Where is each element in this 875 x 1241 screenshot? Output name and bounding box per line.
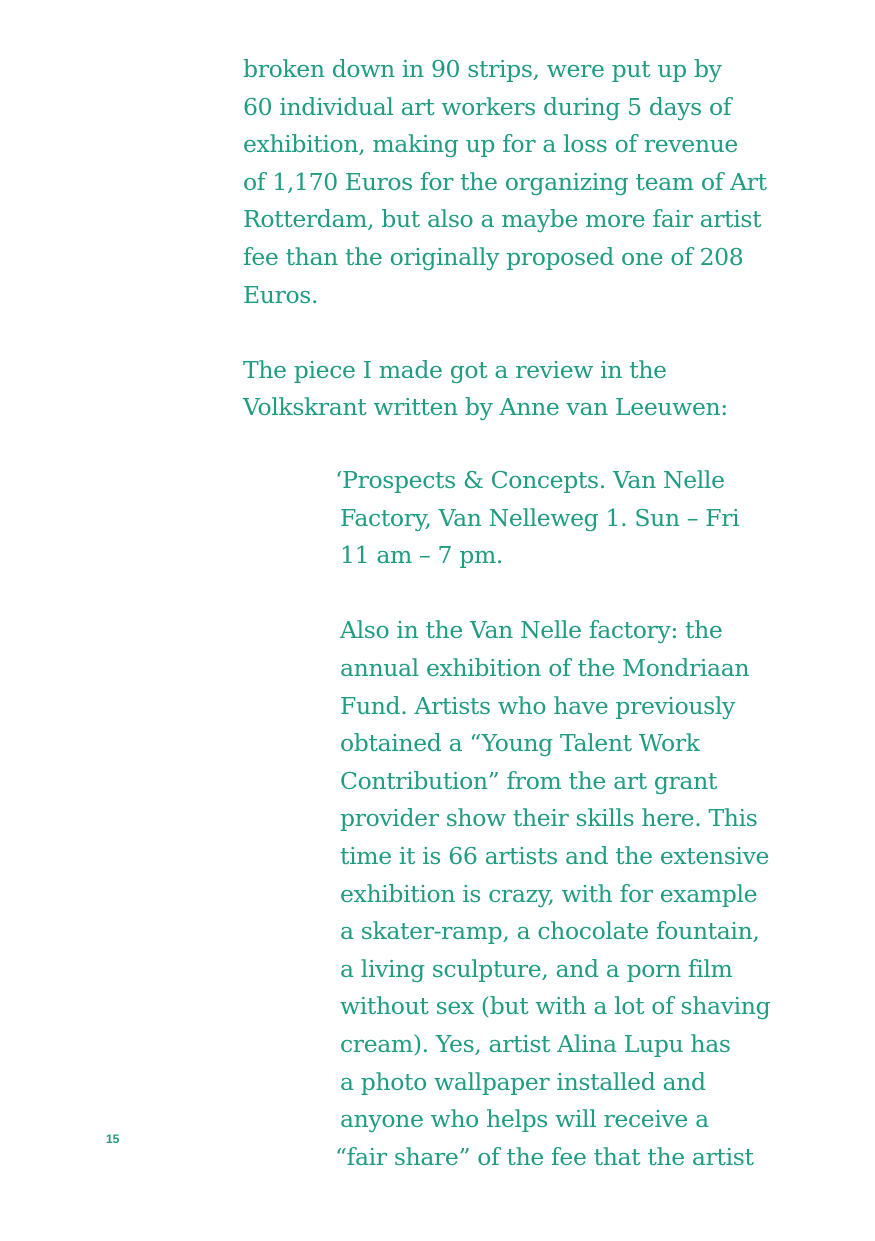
paragraph-spacer — [243, 314, 803, 352]
quote-line: provider show their skills here. This — [340, 804, 758, 833]
quote-line: obtained a “Young Talent Work — [340, 729, 700, 758]
text-line: Volkskrant written by Anne van Leeuwen: — [243, 393, 728, 422]
text-line: broken down in 90 strips, were put up by — [243, 55, 722, 83]
quote-line: Contribution” from the art grant — [340, 766, 717, 795]
quote-line: without sex (but with a lot of shaving — [340, 992, 771, 1021]
review-quote — [335, 462, 805, 1176]
quote-line: exhibition is crazy, with for example — [340, 879, 758, 908]
text-line: exhibition, making up for a loss of revenue — [243, 130, 738, 159]
main-text — [243, 51, 803, 427]
quote-body-paragraph — [335, 612, 805, 1176]
quote-line: a living sculpture, and a porn film — [340, 954, 733, 983]
quote-line: annual exhibition of the Mondriaan — [340, 653, 750, 682]
page-number: 15 — [106, 1132, 120, 1146]
text-line: Rotterdam, but also a maybe more fair artist — [243, 205, 762, 234]
quote-line: time it is 66 artists and the extensive — [340, 841, 770, 870]
quote-line: a skater-ramp, a chocolate fountain, — [340, 917, 760, 946]
quote-line: “fair share” of the fee that the artist — [335, 1142, 754, 1171]
quote-line: 11 am – 7 pm. — [340, 541, 504, 570]
quote-line: a photo wallpaper installed and — [340, 1067, 706, 1096]
quote-venue-paragraph — [335, 462, 805, 575]
quote-line: Also in the Van Nelle factory: the — [340, 616, 723, 645]
paragraph-fee — [243, 51, 803, 314]
text-line: The piece I made got a review in the — [243, 355, 667, 384]
paragraph-review-intro — [243, 352, 803, 427]
quote-line: anyone who helps will receive a — [340, 1105, 709, 1134]
quote-line: ‘Prospects & Concepts. Van Nelle — [335, 466, 725, 494]
quote-line: cream). Yes, artist Alina Lupu has — [340, 1029, 731, 1058]
quote-line: Factory, Van Nelleweg 1. Sun – Fri — [340, 503, 740, 532]
text-line: fee than the originally proposed one of 208 — [243, 242, 744, 271]
text-line: 60 individual art workers during 5 days of — [243, 92, 732, 121]
text-line: Euros. — [243, 280, 319, 309]
paragraph-spacer — [335, 575, 805, 613]
text-line: of 1,170 Euros for the organizing team of Art — [243, 167, 767, 196]
quote-line: Fund. Artists who have previously — [340, 691, 735, 720]
